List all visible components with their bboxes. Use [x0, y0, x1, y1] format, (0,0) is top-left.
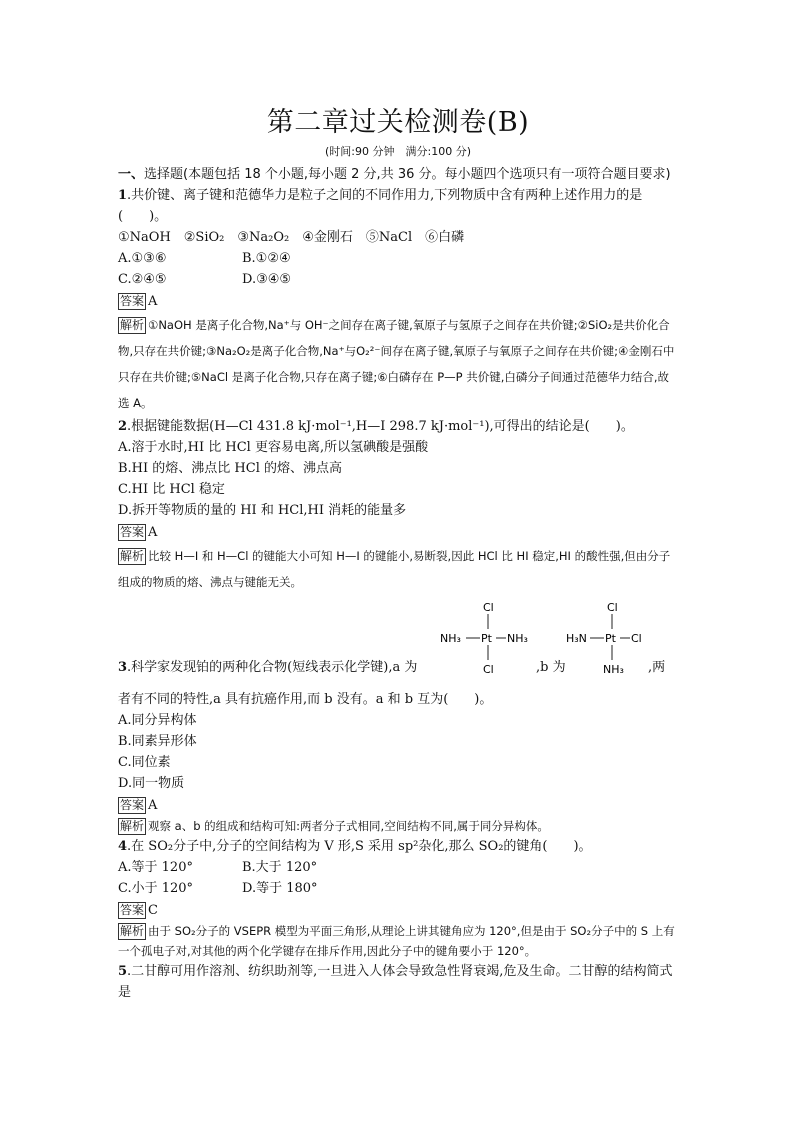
struct-b-right: Cl: [631, 632, 642, 645]
question-number: 4: [118, 839, 128, 854]
option-b: B.同素异形体: [118, 734, 197, 749]
question-stem-b: ,b 为: [536, 660, 566, 675]
option-c: C.同位素: [118, 755, 171, 770]
option-b: B.HI 的熔、沸点比 HCl 的熔、沸点高: [118, 461, 342, 476]
answer-tag: 答案: [120, 798, 145, 812]
question-stem-c: ,两: [648, 660, 666, 675]
question-5: [118, 961, 678, 1003]
question-3: [118, 657, 678, 678]
analysis-text: 比较 H—I 和 H—Cl 的键能大小可知 H—I 的键能小,易断裂,因此 HCl 比 HI 稳定,HI 的酸性强,但由分子组成的物质的熔、沸点与键能无关。: [118, 549, 671, 589]
question-4: [118, 836, 678, 857]
question-1-options: [118, 248, 678, 290]
question-stem: .在 SO₂分子中,分子的空间结构为 V 形,S 采用 sp²杂化,那么 SO₂的键角( )。: [127, 839, 592, 854]
struct-b-center: Pt: [605, 632, 616, 645]
struct-a-left: NH₃: [440, 632, 461, 645]
struct-a-center: Pt: [481, 632, 492, 645]
question-3-structures: [118, 599, 678, 689]
analysis-row: [118, 543, 678, 595]
question-number: 3: [118, 660, 128, 675]
option-a: A.溶于水时,HI 比 HCl 更容易电离,所以氢碘酸是强酸: [118, 440, 429, 455]
struct-b-left: H₃N: [566, 632, 587, 645]
option-d: D.③④⑤: [242, 272, 292, 287]
question-stem: .二甘醇可用作溶剂、纺织助剂等,一旦进入人体会导致急性肾衰竭,危及生命。二甘醇的结构简式是: [118, 964, 673, 1000]
option-c: C.HI 比 HCl 稳定: [118, 482, 225, 497]
option-c: C.小于 120°: [118, 881, 194, 896]
answer-tag: 答案: [120, 525, 145, 539]
question-number: 2: [118, 419, 128, 434]
section-number: 一、: [118, 167, 145, 182]
option-a: A.同分异构体: [118, 713, 197, 728]
question-4-options: [118, 857, 678, 899]
answer-value: A: [148, 525, 158, 540]
question-number: 1: [118, 188, 128, 203]
answer-row: [118, 291, 678, 312]
analysis-tag: 解析: [120, 549, 145, 563]
question-stem: .根据键能数据(H—Cl 431.8 kJ·mol⁻¹,H—I 298.7 kJ·mol⁻¹),可得出的结论是( )。: [127, 419, 634, 434]
exam-page: [118, 100, 678, 1003]
option-d: D.等于 180°: [242, 881, 318, 896]
struct-a-bottom: Cl: [483, 663, 494, 676]
question-2: [118, 416, 678, 437]
struct-b-top: Cl: [607, 601, 618, 614]
answer-value: C: [148, 903, 158, 918]
analysis-row: [118, 816, 678, 836]
analysis-row: [118, 921, 678, 961]
question-1-items: ①NaOH ②SiO₂ ③Na₂O₂ ④金刚石 ⑤NaCl ⑥白磷: [118, 230, 465, 245]
analysis-row: [118, 312, 678, 416]
analysis-text: ①NaOH 是离子化合物,Na⁺与 OH⁻之间存在离子键,氧原子与氢原子之间存在共价键;②SiO₂是共价化合物,只存在共价键;③Na₂O₂是离子化合物,Na⁺与O₂²⁻间存在离子键,氧原子与氧原子之间存在共价键;④金刚石中只存在共价键;⑤NaCl 是离子化合物,只存在离子键;⑥白磷存在 P—P 共价键,白磷分子间通过范德华力结合,故选 A。: [118, 318, 675, 410]
option-a: A.等于 120°: [118, 860, 193, 875]
analysis-text: 由于 SO₂分子的 VSEPR 模型为平面三角形,从理论上讲其键角应为 120°,但是由于 SO₂分子中的 S 上有一个孤电子对,对其他的两个化学键存在排斥作用,因此分子中的键角要小于 120°。: [118, 924, 675, 958]
answer-tag: 答案: [120, 294, 145, 308]
option-c: C.②④⑤: [118, 272, 167, 287]
answer-row: [118, 522, 678, 543]
question-stem-a: .科学家发现铂的两种化合物(短线表示化学键),a 为: [127, 660, 418, 675]
analysis-tag: 解析: [120, 318, 145, 332]
struct-b-bottom: NH₃: [603, 663, 624, 676]
answer-tag: 答案: [120, 903, 145, 917]
analysis-tag: 解析: [120, 924, 145, 938]
analysis-tag: 解析: [120, 819, 145, 833]
option-d: D.拆开等物质的量的 HI 和 HCl,HI 消耗的能量多: [118, 503, 407, 518]
struct-a-top: Cl: [483, 601, 494, 614]
option-a: A.①③⑥: [118, 251, 167, 266]
section-text: 选择题(本题包括 18 个小题,每小题 2 分,共 36 分。每小题四个选项只有一项符合题目要求): [144, 167, 671, 182]
answer-row: [118, 795, 678, 816]
option-b: B.大于 120°: [242, 860, 318, 875]
answer-value: A: [148, 294, 158, 309]
analysis-text: 观察 a、b 的组成和结构可知:两者分子式相同,空间结构不同,属于同分异构体。: [148, 819, 549, 833]
question-3-stem-continued: 者有不同的特性,a 具有抗癌作用,而 b 没有。a 和 b 互为( )。: [118, 692, 493, 707]
section-heading: [118, 164, 678, 185]
option-b: B.①②④: [242, 251, 291, 266]
answer-value: A: [148, 798, 158, 813]
option-d: D.同一物质: [118, 776, 185, 791]
struct-a-right: NH₃: [507, 632, 528, 645]
answer-row: [118, 900, 678, 921]
question-number: 5: [118, 964, 128, 979]
page-title: 第二章过关检测卷(B): [266, 107, 530, 138]
question-stem: .共价键、离子键和范德华力是粒子之间的不同作用力,下列物质中含有两种上述作用力的是( )。: [118, 188, 643, 224]
question-1: [118, 185, 678, 227]
page-subtitle: (时间:90 分钟 满分:100 分): [325, 145, 471, 158]
